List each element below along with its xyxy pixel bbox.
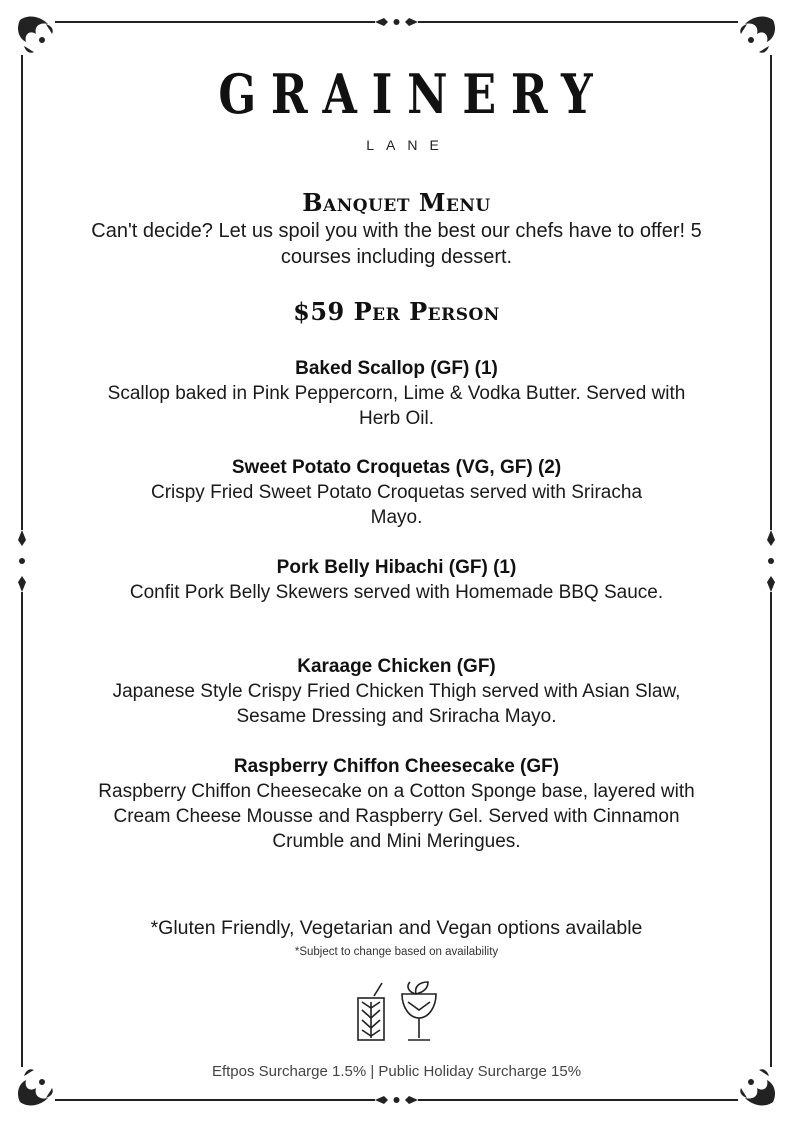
dish-description: Scallop baked in Pink Peppercorn, Lime & Vodka Butter. Served with Herb Oil. <box>107 383 686 429</box>
brand-subtitle: LANE <box>366 137 451 153</box>
menu-item <box>90 356 703 431</box>
availability-note: *Subject to change based on availability <box>294 946 499 958</box>
surcharge-footer: Eftpos Surcharge 1.5% | Public Holiday Surcharge 15% <box>211 1063 582 1080</box>
menu-item <box>90 555 703 605</box>
price-heading: $59 Per Person <box>293 297 500 326</box>
menu-item <box>90 654 703 729</box>
menu-item <box>90 455 703 530</box>
dish-description: Japanese Style Crispy Fried Chicken Thigh served with Asian Slaw, Sesame Dressing and Sriracha Mayo. <box>112 681 681 727</box>
dietary-note: *Gluten Friendly, Vegetarian and Vegan options available <box>150 917 643 939</box>
dish-description: Raspberry Chiffon Cheesecake on a Cotton Sponge base, layered with Cream Cheese Mousse and Raspberry Gel. Served with Cinnamon Crumble and Mini Meringues. <box>98 781 695 852</box>
dish-name: Baked Scallop (GF) (1) <box>295 358 498 379</box>
wine-glass-icon <box>402 982 436 1040</box>
dish-description: Crispy Fried Sweet Potato Croquetas served with Sriracha Mayo. <box>150 482 643 528</box>
menu-item <box>90 754 703 854</box>
menu-intro: Can't decide? Let us spoil you with the best our chefs have to offer! 5 courses including dessert. <box>91 220 702 268</box>
dish-name: Raspberry Chiffon Cheesecake (GF) <box>233 756 560 777</box>
menu-title: Banquet Menu <box>302 188 491 217</box>
drinks-illustration <box>350 980 444 1044</box>
brand-logo: GRAINERY <box>218 62 608 126</box>
dish-name: Karaage Chicken (GF) <box>297 656 496 677</box>
dish-name: Pork Belly Hibachi (GF) (1) <box>276 557 517 578</box>
dish-description: Confit Pork Belly Skewers served with Homemade BBQ Sauce. <box>129 582 664 603</box>
dish-name: Sweet Potato Croquetas (VG, GF) (2) <box>231 457 562 478</box>
cocktail-glass-icon <box>358 983 384 1040</box>
